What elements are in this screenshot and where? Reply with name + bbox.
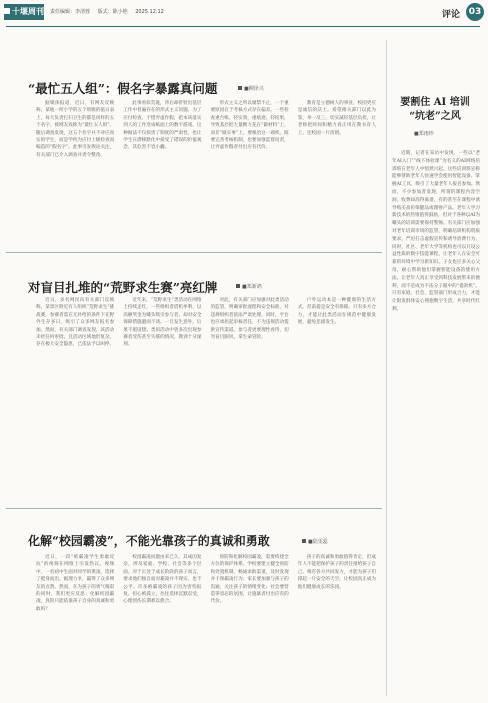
article-2-column-1: 近日，多名网民向有关部门反映称，某景区附近有人组织“荒野求生”挑战赛，参赛者需在无补给的条件下在野外生存多日，吸引了众多网友报名参加。然而，有关部门调查发现，该活动未经任何审批，且活动区域地形复杂，存在极大安全隐患，已依法予以叫停。 [36, 298, 115, 348]
editor-credit: 责任编辑：李清蓉 [50, 9, 91, 15]
page-number-badge: 03 [466, 3, 484, 21]
article-2-body [36, 297, 376, 497]
sidebar-headline-line-1: 要割住 AI 培训 [400, 97, 470, 108]
byline-square-icon [236, 284, 240, 288]
article-1-column-3: 形式主义之所以屡禁不止，一个重要原因在于考核方式存在偏差。一些检查重台账、轻实效，重痕迹、轻结果，导致基层把大量精力花在“做材料”上，而非“做实事”上。要根治这一顽疾，既要完善考核机制，也要加强监督问责，让弄虚作假者付出应有代价。 [210, 101, 289, 151]
sidebar-headline-line-2: “坑老”之风 [409, 111, 461, 122]
masthead-meta [50, 8, 170, 15]
byline-square-icon [302, 539, 306, 543]
section-title: 评论 [441, 10, 460, 20]
article-2-column-4: 户外运动本是一种健康的生活方式，但前提是安全有保障。只有多方合力，才能让此类活动在规范中健康发展，避免悲剧发生。 [297, 298, 376, 326]
sidebar-rule [386, 40, 387, 696]
article-2-column-2: 近年来，“荒野求生”类活动在网络上持续走红，一些组织者借机牟利，以高额奖金为噱头吸引参与者，却对安全保障措施避而不谈。一旦发生意外，后果不堪设想。类似活动中曾多次出现参赛者受伤甚至失联的情况，教训十分深刻。 [123, 298, 202, 348]
divider [6, 508, 382, 509]
article-3-column-3: 预防和化解校园霸凌，需要构建全方位的保护体系。学校要建立健全预防和处置机制，畅通求助渠道，及时发现并干预霸凌行为；家长要加强与孩子的沟通，关注孩子的情绪变化；社会要营造零容忍的氛围，让施暴者付出应有的代价。 [210, 555, 289, 605]
article-2-headline: 对盲目扎堆的“荒野求生赛”亮红牌 [28, 280, 218, 295]
masthead-rule [6, 26, 480, 27]
logo-square-icon [4, 8, 10, 14]
byline-square-icon [238, 86, 242, 90]
issue-date: 2025.12.12 [135, 9, 164, 15]
masthead [0, 0, 488, 28]
article-3-column-4: 孩子的真诚和勇敢值得肯定，但成年人不能把保护孩子的责任推给孩子自己。唯有各方共同发力，才能为孩子们撑起一片安全的天空，让校园真正成为他们健康成长的乐园。 [297, 555, 376, 590]
divider [6, 252, 382, 253]
sidebar-byline: ■郑雨珍 [414, 131, 434, 137]
sidebar-body: 近期，记者在采访中发现，一些以“老年AI入门”“线下体验课”为名义的AI网络培训班在老年人中悄然兴起。这些培训班宣称能够帮助老年人快速学会使用智能设备、掌握AI工具，吸引了大量老年人报名参加。然而，不少参加者发现，所谓的课程内容空洞，收费却高得离谱，有的甚至在课程中诱导购买高价保健品或理财产品。老年人学习新技术的热情值得鼓励，但对于各种以AI为噱头的培训需要保持警惕。有关部门应加强对老年培训市场的监管，明确培训机构资质要求，严厉打击虚假宣传和诱导消费行为。同时，社区、老年大学等机构也可以开设公益性质的数字技能课程，让老年人在安全可靠的环境中学习新知识。子女也应多关心父母，耐心帮助他们掌握智能设备的使用方法，让老年人真正享受到科技发展带来的便利，而不是成为不法分子眼中的“提款机”。只有家庭、社会、监管部门形成合力，才能让银发群体安心拥抱数字生活，共享时代红利。 [392, 151, 480, 312]
article-3-body [36, 554, 376, 698]
article-1-body [36, 100, 376, 242]
article-1-column-2: 此事看似荒诞，背后却折射出基层工作中普遍存在的形式主义问题。为了应付检查，不惜弄虚作假，把本该落实到人的工作变成纸面上的数字游戏。这种做法不仅损害了制度的严肃性，也让学生在潜移默化中接受了错误的价值观念，其危害不容小觑。 [123, 101, 202, 151]
article-1-byline: ■柳泽兴 [238, 85, 264, 92]
newspaper-logo [4, 4, 44, 20]
article-3-headline: 化解“校园霸凌”，不能光靠孩子的真诚和勇敢 [28, 534, 270, 548]
article-1-column-1: 据媒体报道，近日，有网友反映称，某地一所小学的五个班级的值日表上，每天负责打扫卫生的都是同样的五个名字，被网友戏称为“最忙五人组”。随后调查发现，这五个名字并不对应真实的学生，而是学校为应付上级检查而编造的“假名字”。此事引发舆论关注，有关部门已介入调查并责令整改。 [36, 101, 115, 158]
article-3-column-1: 近日，一段“被霸凌学生勇敢反抗”的视频在网络上引发热议。视频中，一名初中生面对同学的欺凌，选择了挺身而出、据理力争，赢得了众多网友的点赞。然而，在为孩子的勇气喝彩的同时，我们更应反思：化解校园霸凌，真的只能依靠孩子自身的真诚和勇敢吗？ [36, 555, 115, 612]
designer-credit: 版式：陈小艳 [97, 9, 128, 15]
paper-name: 十堰周刊 [12, 7, 44, 16]
article-1-headline: “最忙五人组”：假名字暴露真问题 [28, 81, 218, 96]
article-2-byline: ■郑新鸿 [236, 283, 262, 290]
article-3-column-2: 校园霸凌问题由来已久，其成因复杂，涉及家庭、学校、社会等多个层面。对于正处于成长阶段的孩子而言，要求他们独自面对霸凌并不现实，也不公平。许多被霸凌的孩子因为害怕报复、担心被孤立，往往选择沉默忍受，心理创伤长期难以愈合。 [123, 555, 202, 605]
article-2-column-3: 对此，有关部门应加强对此类活动的监管，明确审批流程和安全标准，对违规组织者依法严肃处理。同时，平台也应承担起审核责任，不为违规活动提供宣传渠道。参与者更要理性看待，切勿盲目跟风，拿生命冒险。 [210, 298, 289, 341]
article-1-column-4: 教育是立德树人的事业，校园更应是诚信的沃土。希望相关部门以此为鉴，举一反三，切实减轻基层负担，让老师把时间和精力真正用在教书育人上，还校园一片清朗。 [297, 101, 376, 136]
article-3-byline: ■陆雯蕊 [302, 538, 328, 545]
